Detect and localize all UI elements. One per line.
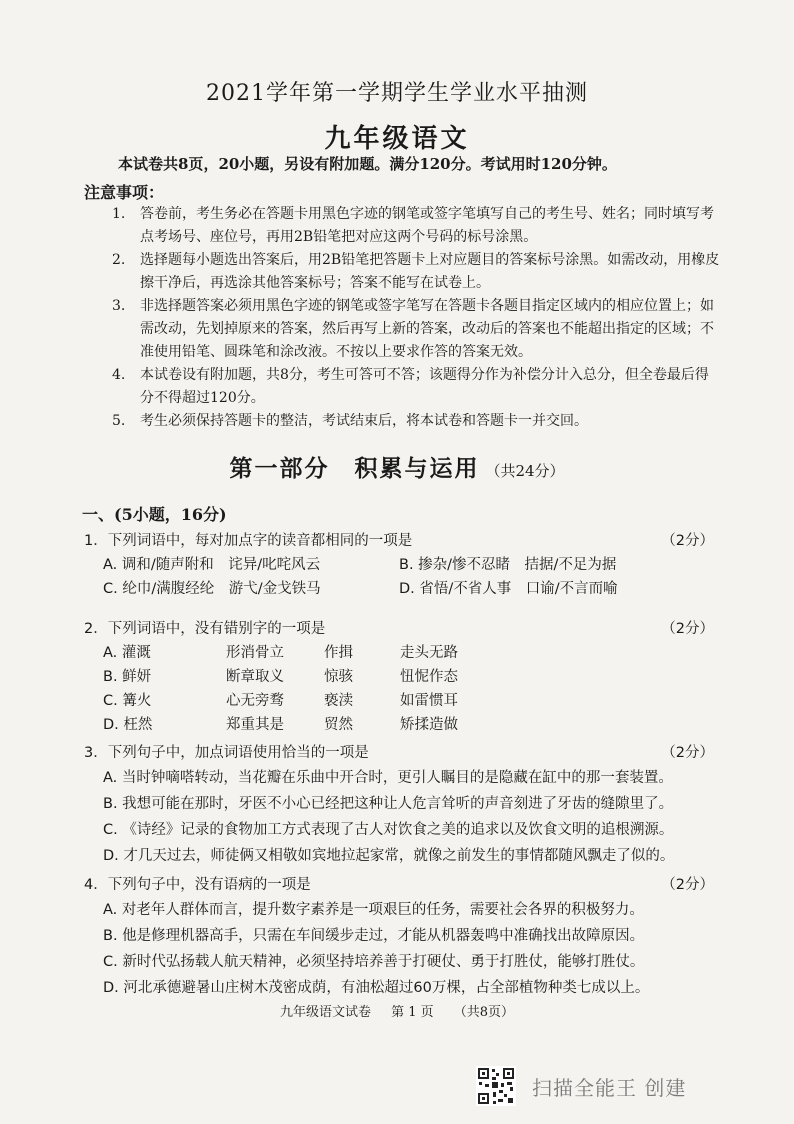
option-c-word-1: C. 篝火 — [103, 693, 152, 709]
question-points: （2分） — [661, 877, 714, 893]
option-a-word-2: 形消骨立 — [226, 645, 284, 661]
option-a-word-1: A. 灌溉 — [103, 645, 151, 661]
question-2 — [84, 617, 714, 737]
part-one-title — [0, 450, 794, 483]
option-a: A. 调和/随声附和 诧异/叱咤风云 — [103, 557, 321, 573]
option-d-word-3: 贸然 — [324, 717, 353, 733]
option-c-word-4: 如雷惯耳 — [400, 693, 458, 709]
notice-item — [112, 249, 722, 295]
option-b: B. 我想可能在那时，牙医不小心已经把这种让人危言耸听的声音刻进了牙齿的缝隙里了。 — [103, 796, 674, 812]
option-b: B. 他是修理机器高手，只需在车间缓步走过，才能从机器轰鸣中准确找出故障原因。 — [103, 928, 645, 944]
notice-item — [112, 364, 722, 410]
option-d-word-2: 郑重其是 — [226, 717, 284, 733]
option-d: D. 才几天过去，师徒俩又相敬如宾地拉起家常，就像之前发生的事情都随风飘走了似的。 — [103, 848, 675, 864]
option-d: D. 省悟/不省人事 口谕/不言而喻 — [399, 581, 618, 597]
option-c: C. 新时代弘扬载人航天精神，必须坚持培养善于打硬仗、勇于打胜仗，能够打胜仗。 — [103, 954, 645, 970]
exam-title: 2021学年第一学期学生学业水平抽测 — [206, 81, 588, 106]
question-stem: 2．下列词语中，没有错别字的一项是 — [84, 621, 326, 637]
option-b-word-2: 断章取义 — [226, 669, 284, 685]
option-d-word-1: D. 枉然 — [103, 717, 153, 733]
footer-page: 第 1 页 — [391, 1005, 434, 1020]
notice-text: 答卷前，考生务必在答题卡用黑色字迹的钢笔或签字笔填写自己的考生号、姓名；同时填写考点考场号、座位号，再用2B铅笔把对应这两个号码的标号涂黑。 — [140, 206, 714, 245]
option-c-word-2: 心无旁骛 — [226, 693, 284, 709]
watermark-text: 扫描全能王 创建 — [532, 1075, 687, 1100]
scanner-watermark — [476, 1066, 686, 1106]
option-b-word-4: 忸怩作态 — [400, 669, 458, 685]
section-one-heading: 一、(5小题，16分) — [82, 505, 227, 524]
exam-summary: 本试卷共8页，20小题，另设有附加题。满分120分。考试用时120分钟。 — [118, 155, 617, 173]
notice-list — [112, 203, 722, 433]
notice-item — [112, 410, 722, 433]
question-stem: 3．下列句子中，加点词语使用恰当的一项是 — [84, 745, 369, 761]
option-b-word-3: 惊骇 — [324, 669, 353, 685]
question-1 — [84, 529, 714, 601]
page-footer — [0, 1001, 794, 1020]
option-c: C. 纶巾/满腹经纶 游弋/金戈铁马 — [103, 581, 321, 597]
option-d: D. 河北承德避暑山庄树木茂密成荫，有油松超过60万棵，占全部植物种类七成以上。 — [103, 980, 650, 996]
part-one-label: 第一部分 积累与运用 — [229, 455, 480, 482]
option-a: A. 当时钟嘀嗒转动，当花瓣在乐曲中开合时，更引人瞩目的是隐藏在缸中的那一套装置。 — [103, 770, 673, 786]
notice-number: 2. — [112, 252, 126, 268]
notice-number: 5. — [112, 413, 126, 429]
notice-number: 3. — [112, 298, 126, 314]
notice-item — [112, 203, 722, 249]
notice-text: 非选择题答案必须用黑色字迹的钢笔或签字笔写在答题卡各题目指定区域内的相应位置上；如需改动，先划掉原来的答案，然后再写上新的答案，改动后的答案也不能超出指定的区域；不准使用铅笔、圆珠笔和涂改液。不按以上要求作答的答案无效。 — [140, 298, 714, 360]
notice-number: 4. — [112, 367, 126, 383]
question-4 — [84, 873, 714, 1001]
notice-text: 考生必须保持答题卡的整洁，考试结束后，将本试卷和答题卡一并交回。 — [140, 413, 588, 429]
question-points: （2分） — [661, 621, 714, 637]
question-points: （2分） — [661, 533, 714, 549]
question-stem: 4．下列句子中，没有语病的一项是 — [84, 877, 311, 893]
subject-title: 九年级语文 — [324, 124, 470, 154]
option-a-word-4: 走头无路 — [400, 645, 458, 661]
option-d-word-4: 矫揉造做 — [400, 717, 458, 733]
notice-text: 本试卷设有附加题，共8分，考生可答可不答；该题得分作为补偿分计入总分，但全卷最后得分不得超过120分。 — [140, 367, 709, 406]
notice-heading: 注意事项： — [84, 183, 165, 202]
notice-text: 选择题每小题选出答案后，用2B铅笔把答题卡上对应题目的答案标号涂黑。如需改动，用橡皮擦干净后，再选涂其他答案标号；答案不能写在试卷上。 — [140, 252, 720, 291]
notice-number: 1. — [112, 206, 126, 222]
footer-subject: 九年级语文试卷 — [279, 1005, 371, 1020]
question-points: （2分） — [661, 745, 714, 761]
option-c-word-3: 亵渎 — [324, 693, 353, 709]
question-stem: 1．下列词语中，每对加点字的读音都相同的一项是 — [84, 533, 413, 549]
option-b-word-1: B. 鲜妍 — [103, 669, 152, 685]
question-3 — [84, 741, 714, 869]
part-one-score: （共24分） — [485, 462, 565, 480]
notice-item — [112, 295, 722, 364]
qr-code-icon — [476, 1066, 516, 1106]
footer-total: （共8页） — [453, 1005, 515, 1020]
option-c: C. 《诗经》记录的食物加工方式表现了古人对饮食之美的追求以及饮食文明的追根溯源。 — [103, 822, 674, 838]
option-a-word-3: 作揖 — [324, 645, 353, 661]
option-a: A. 对老年人群体而言，提升数字素养是一项艰巨的任务，需要社会各界的积极努力。 — [103, 902, 644, 918]
option-b: B. 掺杂/惨不忍睹 拮据/不足为据 — [399, 557, 617, 573]
